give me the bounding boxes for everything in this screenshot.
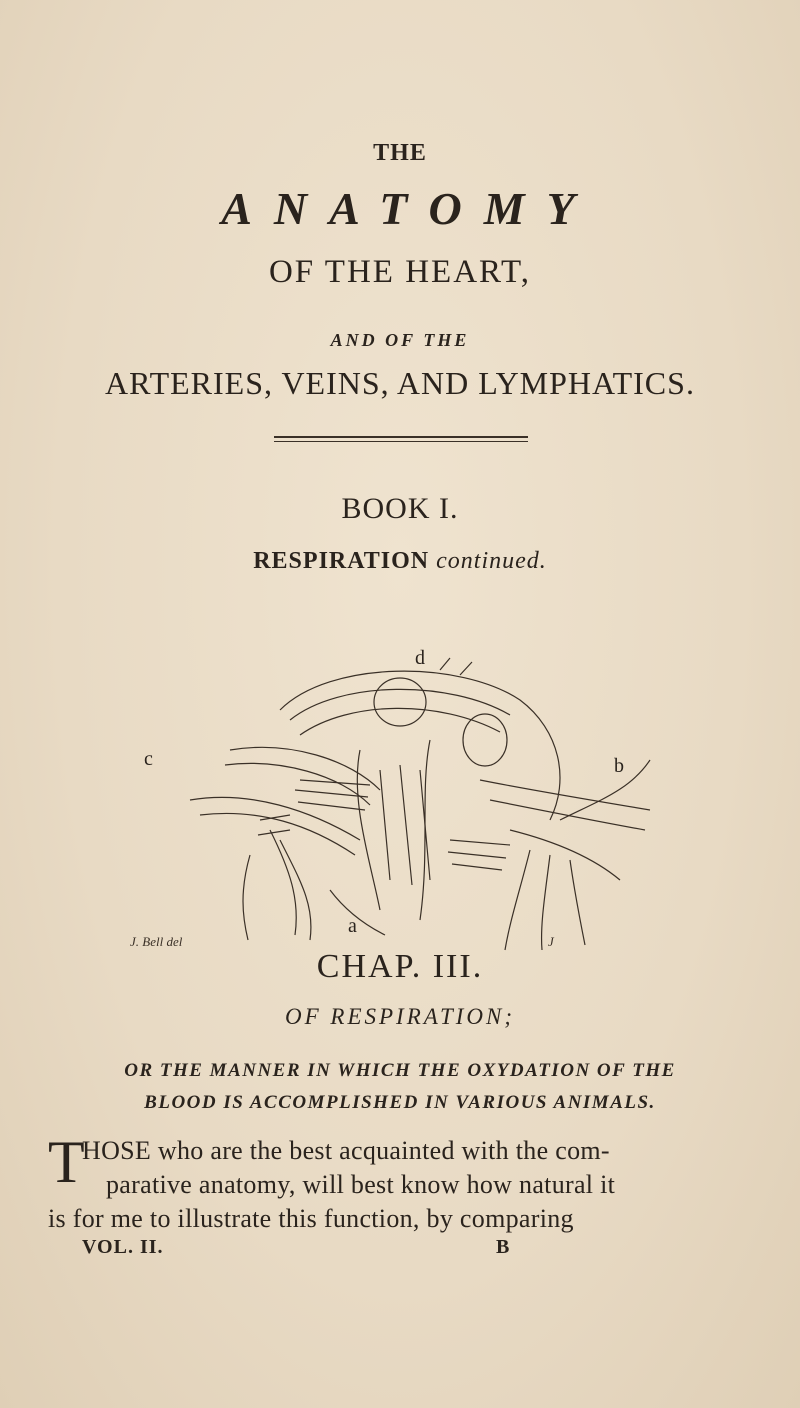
divider-thick (274, 436, 528, 438)
body-line-1: HOSE who are the best acquainted with the com- (82, 1136, 610, 1165)
title-arteries: ARTERIES, VEINS, AND LYMPHATICS. (105, 365, 695, 401)
book-subtitle-main: RESPIRATION (253, 548, 430, 574)
figure-label-a: a (348, 915, 357, 937)
figure-engraver-mark: J (548, 934, 554, 949)
title-and-of-the: AND OF THE (330, 330, 470, 350)
chapter-description-line1: OR THE MANNER IN WHICH THE OXYDATION OF THE (124, 1060, 676, 1081)
book-subtitle-suffix: continued. (436, 548, 547, 574)
chapter-description-line2: BLOOD IS ACCOMPLISHED IN VARIOUS ANIMALS. (144, 1092, 656, 1113)
figure-label-d: d (415, 647, 425, 669)
chapter-heading: CHAP. III. (316, 948, 484, 985)
figure-label-c: c (144, 748, 153, 770)
engraving-figure (130, 640, 690, 960)
title-anatomy: ANATOMY (221, 183, 597, 234)
title-of-the-heart: OF THE HEART, (268, 254, 532, 290)
book-heading: BOOK I. (341, 492, 459, 525)
volume-marker: VOL. II. (82, 1236, 164, 1258)
drop-cap: T (48, 1129, 85, 1195)
figure-label-b: b (614, 755, 624, 777)
chapter-subheading: OF RESPIRATION; (284, 1004, 516, 1029)
figure-artist-credit: J. Bell del (130, 934, 183, 949)
book-subtitle (0, 548, 800, 575)
body-line-3: is for me to illustrate this function, by comparing (48, 1204, 574, 1233)
title-the: THE (373, 140, 427, 166)
signature-mark: B (496, 1236, 511, 1258)
divider-thin (274, 441, 528, 442)
body-line-2: parative anatomy, will best know how natural it (106, 1170, 616, 1199)
engraving-lines (190, 658, 650, 950)
